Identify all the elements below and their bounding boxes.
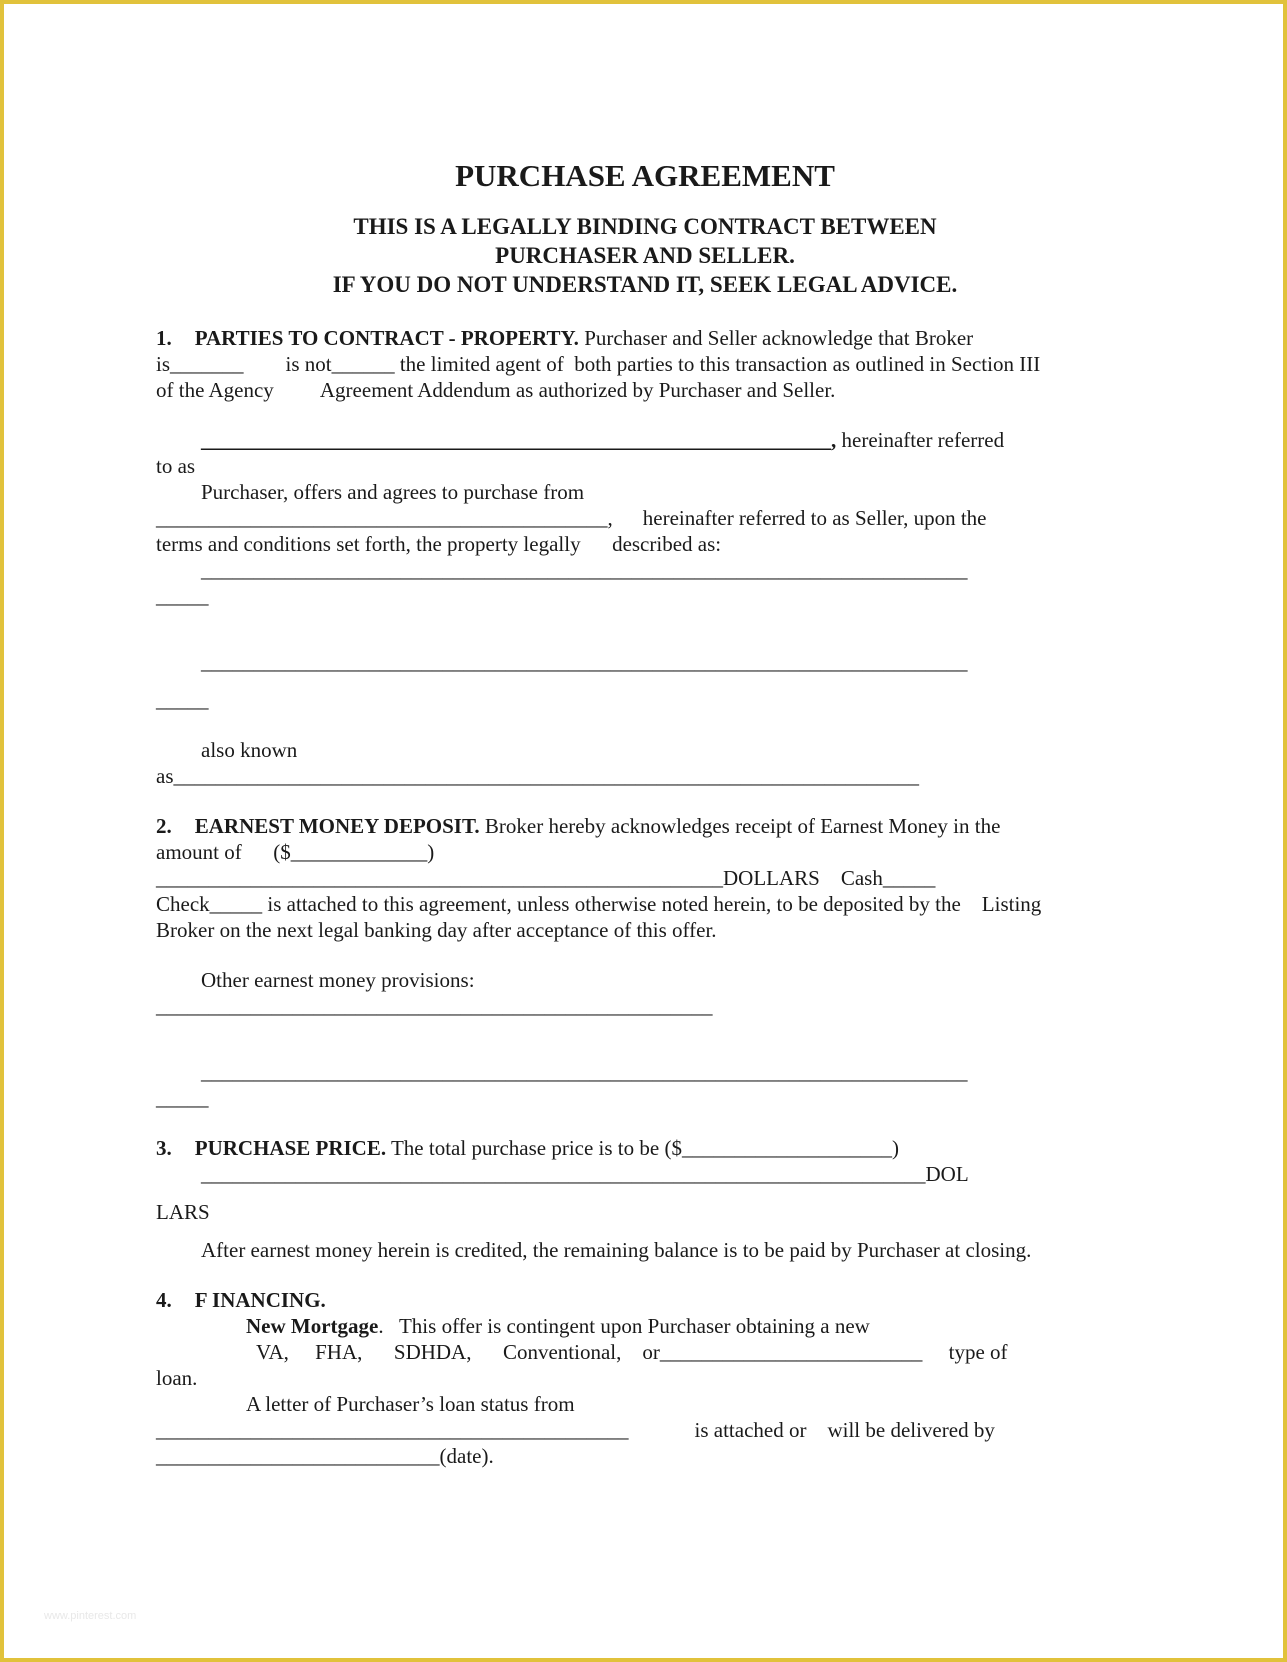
legal-description-blank-1: _________________________________________________________________________ <box>201 558 968 582</box>
s4-line-5: A letter of Purchaser’s loan status from <box>246 1392 575 1416</box>
s1-line-4 <box>156 427 1134 453</box>
s3-line-1 <box>156 1135 1134 1161</box>
section-1 <box>156 325 1134 789</box>
s2-line-5: Broker on the next legal banking day after acceptance of this offer. <box>156 918 717 942</box>
earnest-amount-blank: amount of ($_____________) <box>156 840 435 864</box>
seller-name-blank: ___________________________________________, <box>156 506 613 530</box>
earnest-provisions-blank-1: _____________________________________________________ <box>156 994 713 1018</box>
s4-line-4: loan. <box>156 1366 198 1390</box>
s1-line-2: is_______ is not______ the limited agent of both parties to this transaction as outlined in Section III <box>156 352 1041 376</box>
s3-heading: PURCHASE PRICE. <box>194 1136 387 1160</box>
s3-number: 3. <box>156 1136 172 1160</box>
loan-type-options: VA, FHA, SDHDA, Conventional, or_________________________ type of <box>256 1340 1008 1364</box>
s4-line-1 <box>156 1287 1134 1313</box>
new-mortgage-label: New Mortgage <box>246 1314 379 1338</box>
s3-line-4: After earnest money herein is credited, the remaining balance is to be paid by Purchaser at closing. <box>201 1238 1032 1262</box>
s4-text-2: . This offer is contingent upon Purchaser obtaining a new <box>378 1314 870 1338</box>
warning-line-2: PURCHASER AND SELLER. <box>495 243 795 268</box>
s1-number: 1. <box>156 326 172 350</box>
s2-line-4: Check_____ is attached to this agreement, unless otherwise noted herein, to be deposited by the Listing <box>156 892 1042 916</box>
section-3 <box>156 1135 1134 1263</box>
s2-line-6: Other earnest money provisions: <box>201 968 475 992</box>
document-title: PURCHASE AGREEMENT <box>455 158 835 193</box>
s4-line-6 <box>156 1417 1134 1443</box>
s1-line-5: to as <box>156 454 196 478</box>
s2-heading: EARNEST MONEY DEPOSIT. <box>194 814 480 838</box>
section-4 <box>156 1287 1134 1469</box>
legal-description-blank-2: _________________________________________________________________________ <box>201 650 968 674</box>
legal-description-blank-1-end: _____ <box>156 584 209 608</box>
purchase-price-blank: The total purchase price is to be ($____________________) <box>386 1136 899 1160</box>
s2-text-1: Broker hereby acknowledges receipt of Earnest Money in the <box>479 814 1001 838</box>
purchase-price-dollars-blank: _____________________________________________________________________DOL <box>201 1162 969 1186</box>
section-2 <box>156 813 1134 1111</box>
s1-line-8: terms and conditions set forth, the property legally described as: <box>156 532 722 556</box>
s3-line-3: LARS <box>156 1200 210 1224</box>
s2-number: 2. <box>156 814 172 838</box>
s2-line-1 <box>156 813 1134 839</box>
s1-text-1: Purchaser and Seller acknowledge that Broker <box>578 326 974 350</box>
lender-blank: _____________________________________________ <box>156 1418 629 1442</box>
legal-description-blank-2-end: _____ <box>156 688 209 712</box>
s4-line-2 <box>156 1313 1134 1339</box>
watermark: www.pinterest.com <box>44 1610 137 1622</box>
document-content <box>156 156 1134 1469</box>
s1-line-6: Purchaser, offers and agrees to purchase from <box>201 480 585 504</box>
legal-warning <box>156 212 1134 299</box>
s1-line-3: of the Agency Agreement Addendum as authorized by Purchaser and Seller. <box>156 378 836 402</box>
s4-number: 4. <box>156 1288 172 1312</box>
warning-line-1: THIS IS A LEGALLY BINDING CONTRACT BETWEEN <box>353 214 937 239</box>
s4-heading: F INANCING. <box>194 1288 326 1312</box>
s1-line-1 <box>156 325 1134 351</box>
s1-line-13: also known <box>201 738 298 762</box>
purchaser-name-blank: ____________________________________________________________, <box>201 428 837 452</box>
s1-line-7 <box>156 505 1134 531</box>
earnest-dollars-blank: ______________________________________________________DOLLARS Cash_____ <box>156 866 936 890</box>
earnest-provisions-blank-2-end: _____ <box>156 1086 209 1110</box>
s1-text-4: hereinafter referred <box>836 428 1005 452</box>
s1-heading: PARTIES TO CONTRACT - PROPERTY. <box>194 326 579 350</box>
s1-text-7: hereinafter referred to as Seller, upon the <box>642 506 987 530</box>
also-known-as-blank: as_______________________________________________________________________ <box>156 764 919 788</box>
earnest-provisions-blank-2: _________________________________________________________________________ <box>201 1060 968 1084</box>
delivery-date-blank: ___________________________(date). <box>156 1444 494 1468</box>
warning-line-3: IF YOU DO NOT UNDERSTAND IT, SEEK LEGAL ADVICE. <box>332 272 958 297</box>
s4-text-6: is attached or will be delivered by <box>694 1418 995 1442</box>
